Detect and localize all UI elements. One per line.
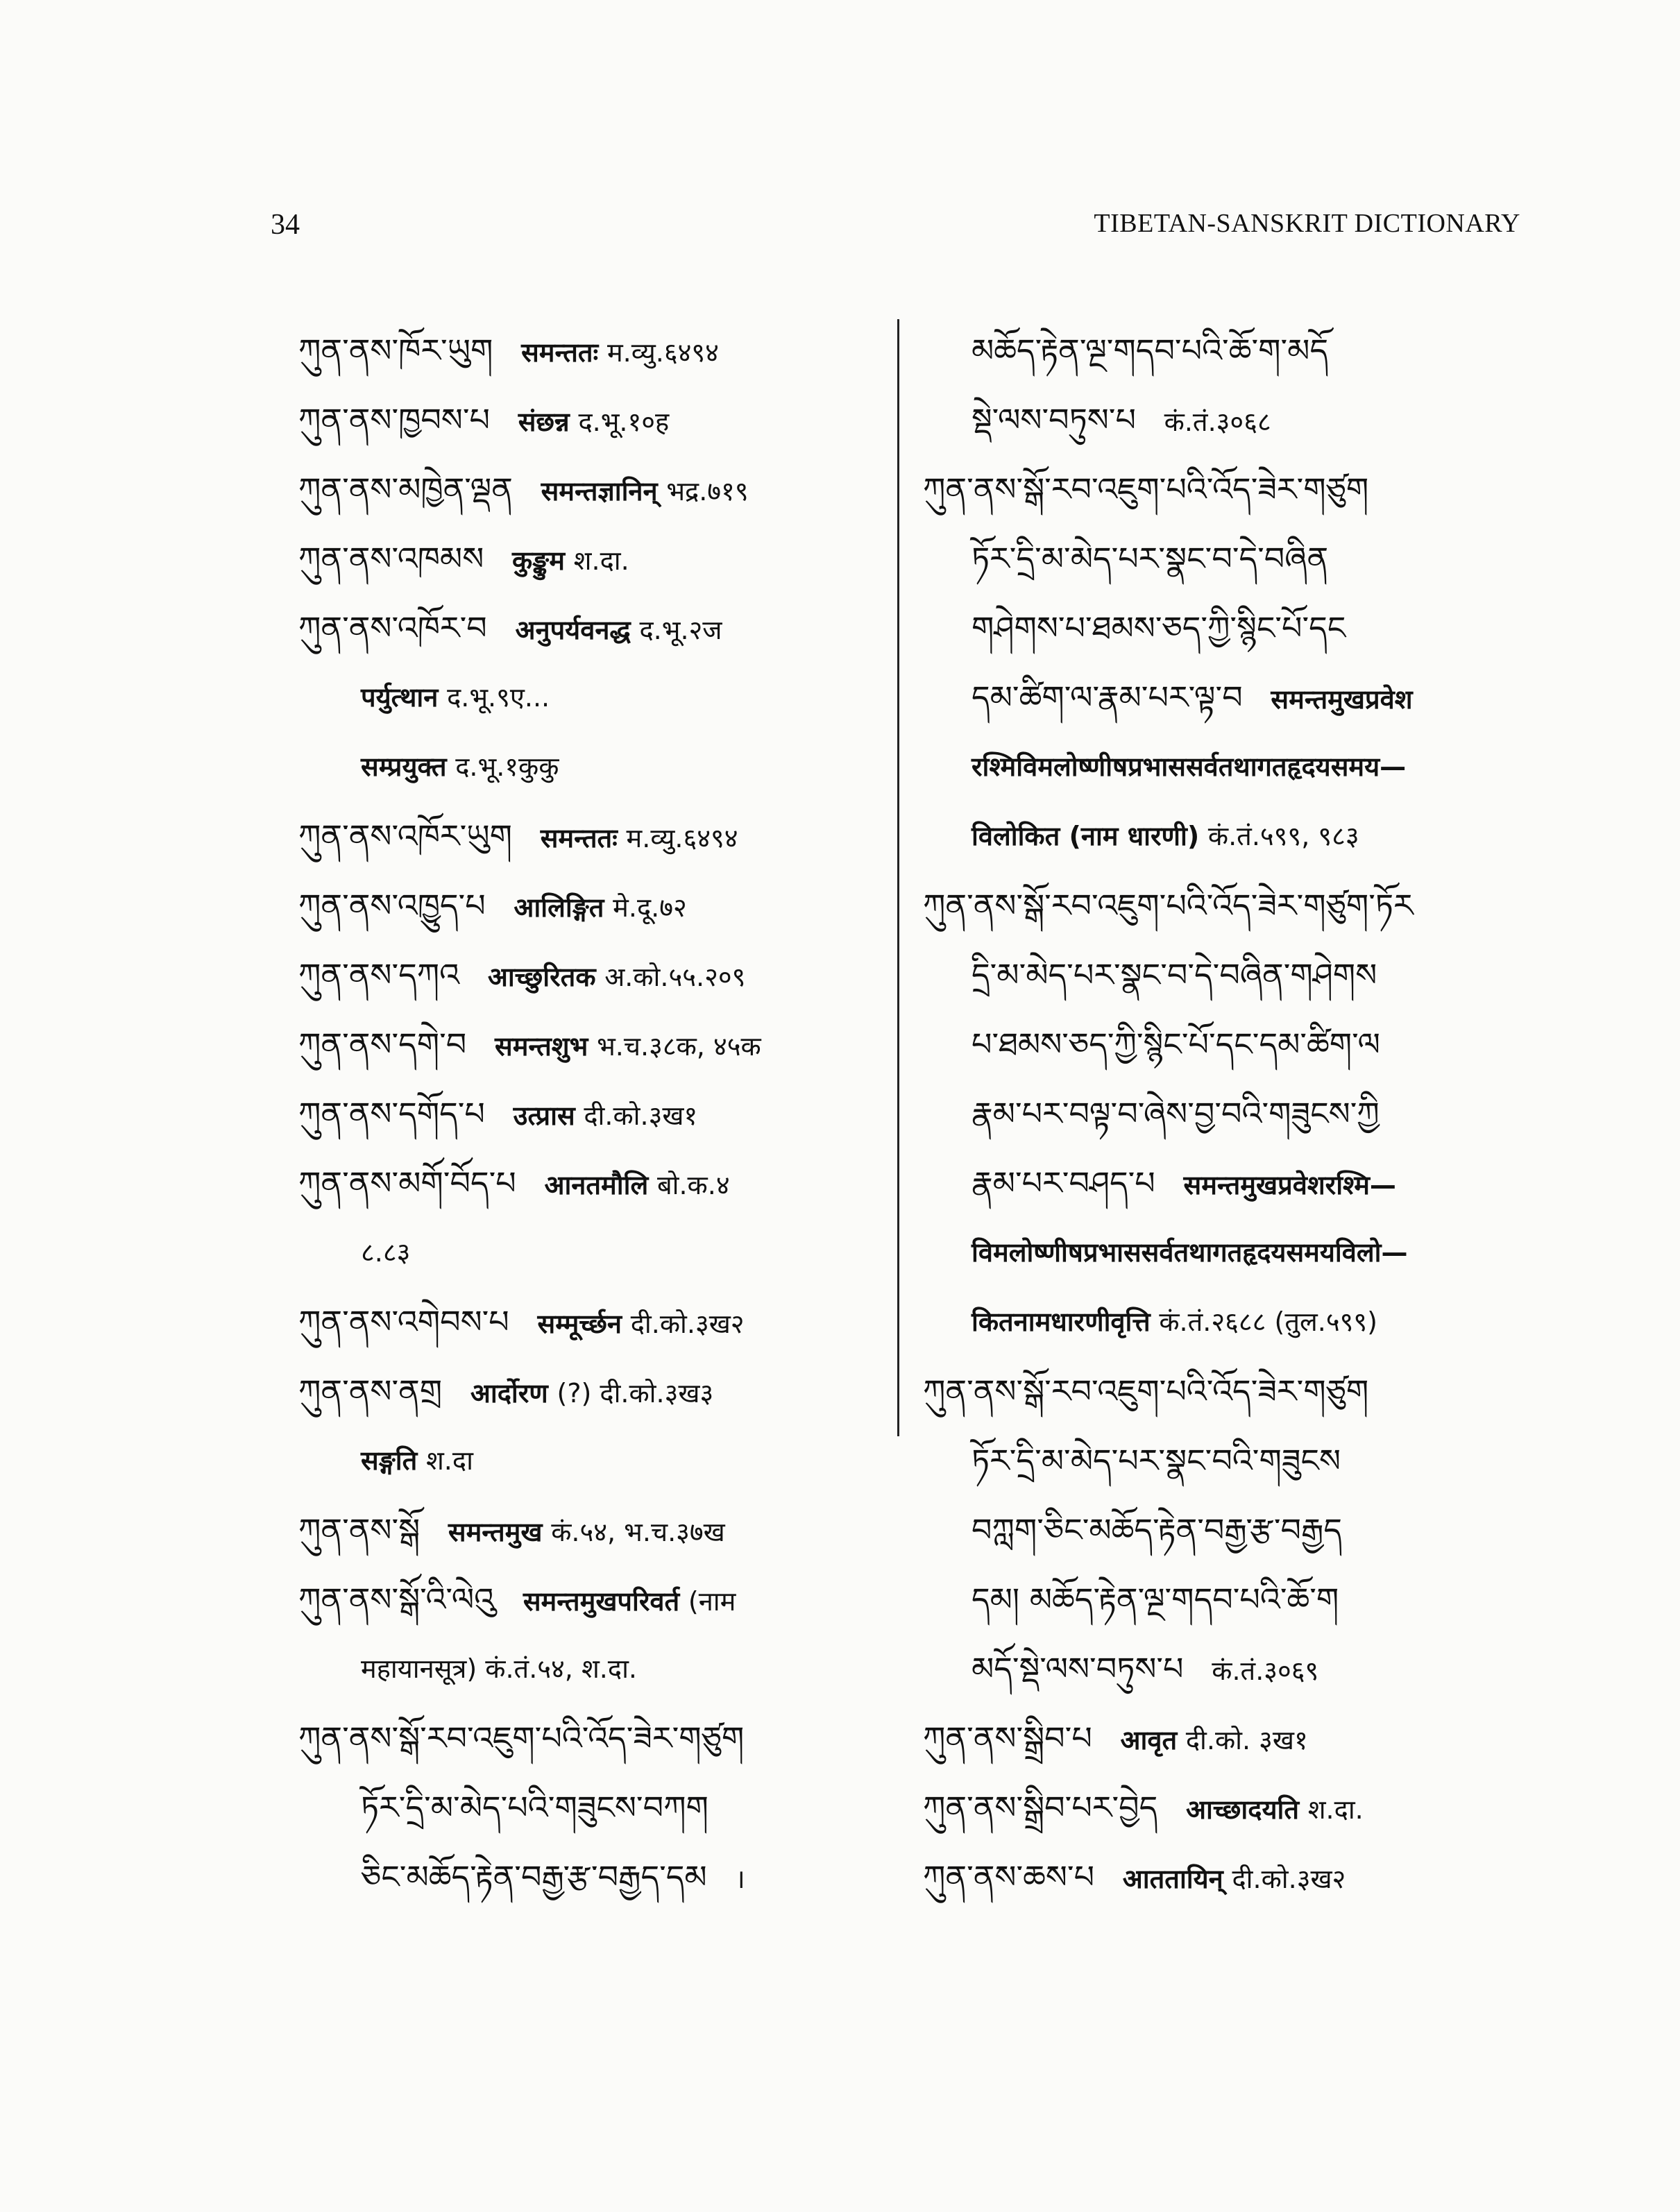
sanskrit-equivalent: आततायिन् [1122,1864,1223,1894]
tibetan-headword: ཀུན་ནས་སྒོ་རབ་འཇུག་པའི་འོད་ཟེར་གཙུག [923,470,1369,508]
dictionary-line [298,1634,874,1703]
dictionary-line [923,1356,1534,1426]
dictionary-line [298,1842,874,1912]
tibetan-headword: ཀུན་ནས་འཁྱུད་པ [298,887,486,924]
sanskrit-equivalent: सम्प्रयुक्त [361,751,447,782]
dictionary-line [923,1218,1534,1287]
sanskrit-equivalent: आवृत [1120,1725,1178,1755]
tibetan-headword: ཀུན་ནས་སྒྲིབ་པ [923,1719,1092,1757]
dictionary-line [298,593,874,663]
dictionary-line [923,1010,1534,1079]
sanskrit-equivalent: समन्ततः [540,823,618,853]
source-reference: श.दा [425,1445,473,1476]
sanskrit-equivalent: समन्तमुखप्रवेश [1271,684,1413,715]
sanskrit-equivalent: विमलोष्णीषप्रभाससर्वतथागतहृदयसमयविलो— [971,1237,1408,1268]
sanskrit-equivalent: समन्तमुखपरिवर्त [523,1586,680,1617]
dictionary-line [923,940,1534,1010]
sanskrit-equivalent: सङ्गति [361,1445,418,1476]
source-reference: (नाम [688,1586,736,1617]
tibetan-headword: ཀུན་ནས་སྒོ [298,1511,421,1549]
tibetan-headword: སྡེ་ལས་བཏུས་པ [971,401,1136,439]
source-reference: द.भू.९ए... [447,682,550,713]
sanskrit-equivalent: आलिङ्गित [514,892,604,923]
dictionary-line [923,1079,1534,1148]
tibetan-headword: ཀུན་ནས་ཁྱབས་པ [298,401,491,439]
dictionary-line [298,1218,874,1287]
dictionary-line [298,663,874,732]
dictionary-line [923,871,1534,940]
source-reference: श.दा. [1307,1794,1364,1825]
dictionary-line [923,385,1534,454]
dictionary-line [923,524,1534,593]
dictionary-line [298,1356,874,1426]
tibetan-headword: ཀུན་ནས་དགོད་པ [298,1095,485,1132]
dictionary-line [298,1565,874,1634]
source-reference: कं.५४, भ.च.३७ख [551,1517,725,1547]
tibetan-headword: རྣམ་པར་བལྟ་བ་ཞེས་བྱ་བའི་གཟུངས་ཀྱི [971,1095,1380,1132]
tibetan-headword: ཀུན་ནས་སྒོ་རབ་འཇུག་པའི་འོད་ཟེར་གཙུག་ཏོར [923,887,1414,924]
sanskrit-equivalent: समन्तमुख [448,1517,543,1547]
source-reference: म.व्यु.६४९४ [606,337,719,368]
dictionary-line [298,1148,874,1218]
sanskrit-equivalent: आच्छुरितक [487,962,596,992]
tibetan-headword: ཅིང་མཆོད་རྟེན་བརྒྱ་རྩ་བརྒྱད་དམ [361,1858,707,1896]
dictionary-line [298,1495,874,1565]
tibetan-headword: གཤེགས་པ་ཐམས་ཅད་ཀྱི་སྙིང་པོ་དང [971,609,1346,647]
left-column [298,316,874,1912]
sanskrit-equivalent: कुङ्कुम [511,545,565,576]
tibetan-headword: ཀུན་ནས་ནགྲ [298,1372,443,1410]
dictionary-line [298,1287,874,1356]
source-reference: श.दा. [573,545,629,576]
source-reference: कं.तं.३०६९ [1212,1656,1319,1686]
source-reference: । [735,1864,745,1894]
dictionary-line [298,1079,874,1148]
page-header [271,208,1520,250]
source-reference: भद्र.७१९ [666,476,749,507]
running-head: TIBETAN-SANSKRIT DICTIONARY [1094,209,1520,238]
source-reference: कं.तं.३०६८ [1164,407,1271,437]
tibetan-headword: རྣམ་པར་བཤད་པ [971,1164,1155,1202]
source-reference: ८.८३ [361,1237,411,1268]
sanskrit-equivalent: अनुपर्यवनद्ध [515,615,631,645]
sanskrit-equivalent: उत्प्रास [513,1100,575,1131]
dictionary-line [923,1634,1534,1703]
tibetan-headword: ཀུན་ནས་ཁོར་ཡུག [298,332,493,369]
source-reference: बो.क.४ [656,1170,730,1200]
dictionary-line [923,454,1534,524]
dictionary-line [923,316,1534,385]
dictionary-line [923,593,1534,663]
tibetan-headword: ཀུན་ནས་སྒོ་འི་ལེའུ [298,1581,495,1618]
source-reference: दी.को.३ख२ [1232,1864,1346,1894]
source-reference: दी.को.३ख१ [584,1100,698,1131]
source-reference: अ.को.५५.२०९ [604,962,746,992]
dictionary-line [923,1703,1534,1773]
tibetan-headword: ཀུན་ནས་འཁོར་བ [298,609,487,647]
source-reference: म.व्यु.६४९४ [626,823,738,853]
sanskrit-equivalent: पर्युत्थान [361,682,439,713]
dictionary-line [298,316,874,385]
tibetan-headword: དམ་ཚིག་ལ་རྣམ་པར་ལྟ་བ [971,679,1243,716]
dictionary-line [298,1426,874,1495]
sanskrit-equivalent: आनतमौलि [544,1170,649,1200]
tibetan-headword: པ་ཐམས་ཅད་ཀྱི་སྙིང་པོ་དང་དམ་ཚིག་ལ [971,1026,1380,1063]
dictionary-line [923,663,1534,732]
tibetan-headword: མདོ་སྡེ་ལས་བཏུས་པ [971,1650,1184,1687]
right-column [923,316,1534,1912]
page-number: 34 [271,209,300,241]
source-reference: दी.को. ३ख१ [1185,1725,1308,1755]
dictionary-line [298,940,874,1010]
tibetan-headword: ཀུན་ནས་སྒྲིབ་པར་བྱེད [923,1789,1158,1826]
sanskrit-equivalent: समन्ततः [521,337,599,368]
tibetan-headword: ཏོར་དྲི་མ་མེད་པར་སྣང་བ་དེ་བཞིན [971,540,1329,577]
dictionary-line [298,801,874,871]
dictionary-line [923,1148,1534,1218]
source-reference: कं.तं.५९९, ९८३ [1207,821,1359,851]
tibetan-headword: ཀུན་ནས་དགེ་བ [298,1026,467,1063]
tibetan-headword: བཀླག་ཅིང་མཆོད་རྟེན་བརྒྱ་རྩ་བརྒྱད [971,1511,1343,1549]
dictionary-line [923,1842,1534,1912]
tibetan-headword: ཀུན་ནས་དཀའ [298,956,460,994]
tibetan-headword: ཏོར་དྲི་མ་མེད་པའི་གཟུངས་བཀག [361,1789,709,1826]
sanskrit-equivalent: कितनामधारणीवृत्ति [971,1307,1151,1337]
source-reference: दी.को.३ख२ [630,1309,745,1339]
tibetan-headword: མཆོད་རྟེན་ལྔ་གདབ་པའི་ཆོ་ག་མདོ [971,332,1329,369]
dictionary-line [298,1773,874,1842]
dictionary-line [923,1773,1534,1842]
tibetan-headword: ཀུན་ནས་འཁམས [298,540,484,577]
column-divider [897,319,899,1436]
tibetan-headword: ཏོར་དྲི་མ་མེད་པར་སྣང་བའི་གཟུངས [971,1442,1341,1479]
sanskrit-equivalent: सम्मूर्च्छन [537,1309,622,1339]
sanskrit-equivalent: आर्दोरण [470,1378,548,1409]
tibetan-headword: དམ། མཆོད་རྟེན་ལྔ་གདབ་པའི་ཆོ་ག [971,1581,1339,1618]
dictionary-line [298,385,874,454]
dictionary-line [923,1287,1534,1356]
dictionary-line [923,732,1534,801]
dictionary-line [298,1703,874,1773]
source-reference: महायानसूत्र) कं.तं.५४, श.दा. [361,1653,637,1684]
source-reference: द.भू.२ज [639,615,722,645]
dictionary-line [298,732,874,801]
source-reference: कं.तं.२६८८ (तुल.५९९) [1159,1307,1377,1337]
sanskrit-equivalent: विलोकित (नाम धारणी) [971,821,1200,851]
sanskrit-equivalent: संछन्न [518,407,570,437]
source-reference: (?) दी.को.३ख३ [557,1378,714,1409]
sanskrit-equivalent: समन्तशुभ [495,1031,588,1062]
dictionary-line [298,524,874,593]
source-reference: भ.च.३८क, ४५क [597,1031,761,1062]
source-reference: द.भू.१कुकु [455,751,559,782]
sanskrit-equivalent: रश्मिविमलोष्णीषप्रभाससर्वतथागतहृदयसमय— [971,751,1407,782]
dictionary-line [923,1565,1534,1634]
source-reference: द.भू.१०ह [578,407,670,437]
tibetan-headword: ཀུན་ནས་འཁོར་ཡུག [298,817,512,855]
dictionary-line [923,1426,1534,1495]
tibetan-headword: ཀུན་ནས་མཁྱེན་ལྡན [298,470,513,508]
tibetan-headword: ཀུན་ནས་སྒོ་རབ་འཇུག་པའི་འོད་ཟེར་གཙུག [923,1372,1369,1410]
dictionary-line [298,1010,874,1079]
tibetan-headword: ཀུན་ནས་སྒོ་རབ་འཇུག་པའི་འོད་ཟེར་གཙུག [298,1719,745,1757]
dictionary-line [923,801,1534,871]
tibetan-headword: དྲི་མ་མེད་པར་སྣང་བ་དེ་བཞིན་གཤེགས [971,956,1377,994]
sanskrit-equivalent: समन्तमुखप्रवेशरश्मि— [1183,1170,1396,1200]
tibetan-headword: ཀུན་ནས་མགོ་བོད་པ [298,1164,516,1202]
tibetan-headword: ཀུན་ནས་འགེབས་པ [298,1303,509,1341]
dictionary-line [298,454,874,524]
dictionary-line [298,871,874,940]
tibetan-headword: ཀུན་ནས་ཆས་པ [923,1858,1095,1896]
sanskrit-equivalent: आच्छादयति [1185,1794,1299,1825]
source-reference: मे.दू.७२ [613,892,687,923]
sanskrit-equivalent: समन्तज्ञानिन् [541,476,658,507]
dictionary-line [923,1495,1534,1565]
